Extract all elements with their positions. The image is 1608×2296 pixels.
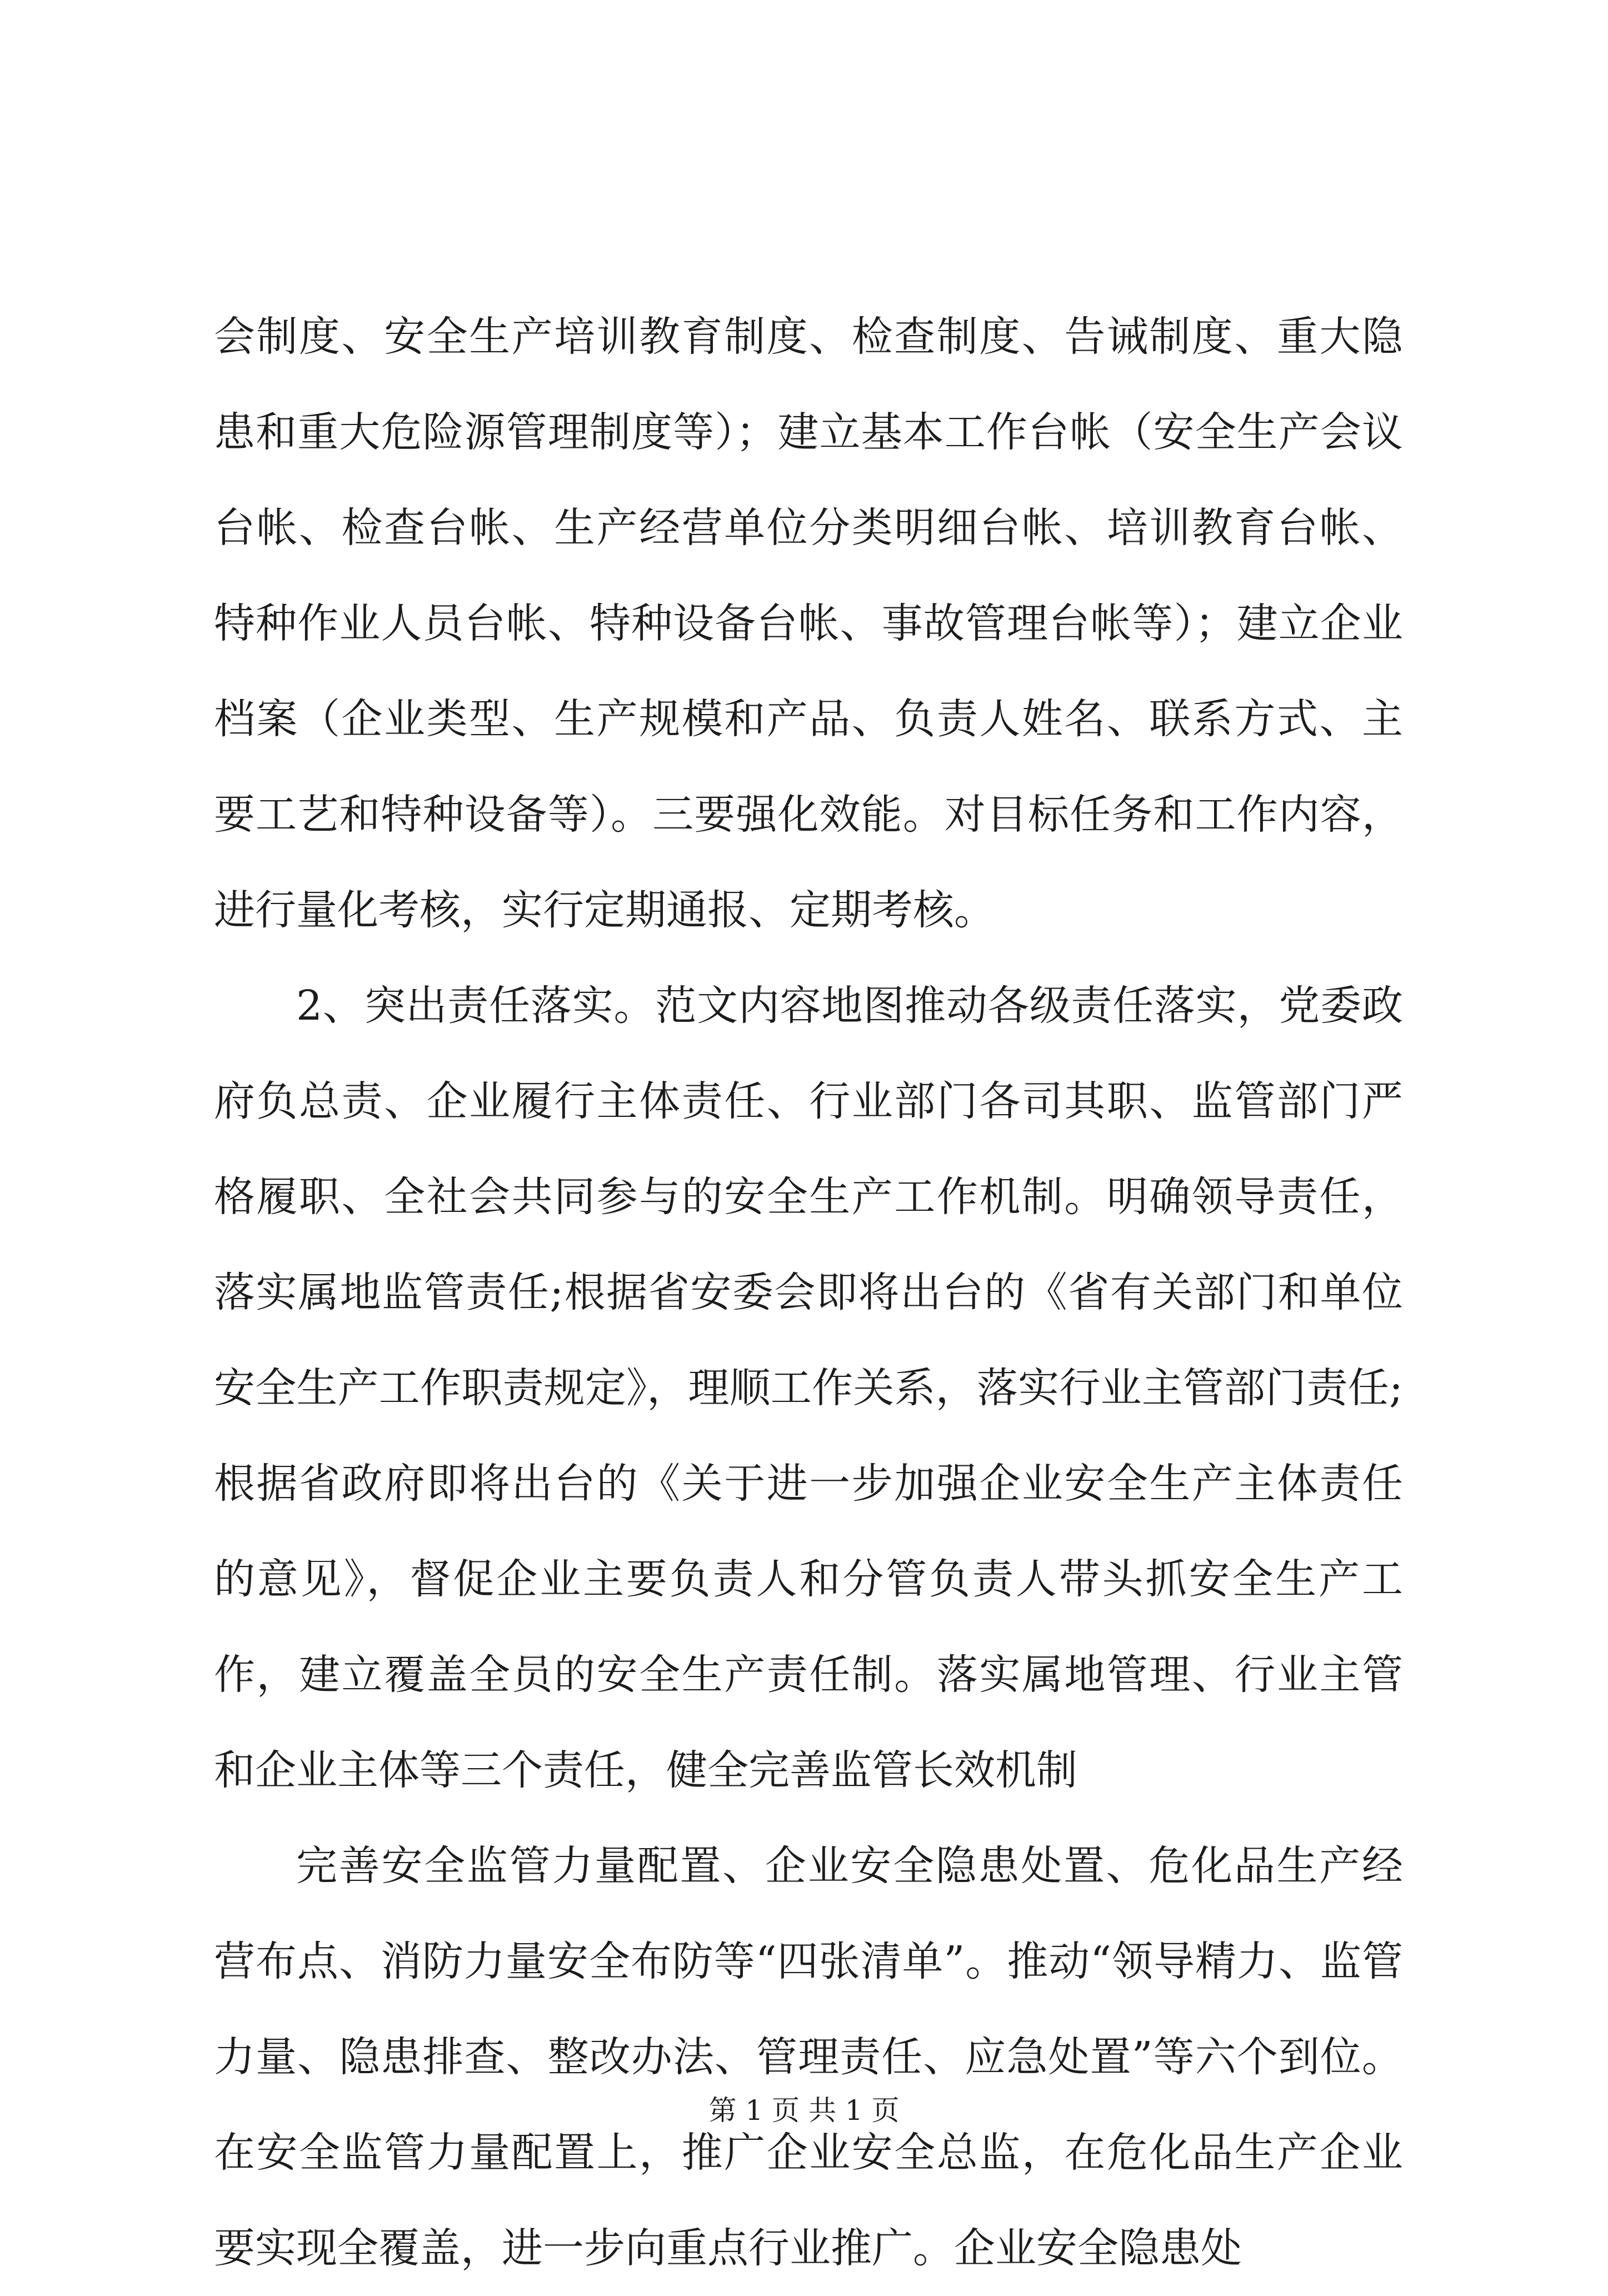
document-body [214, 289, 1403, 2296]
paragraph-2: 2、突出责任落实。范文内容地图推动各级责任落实，党委政府负总责、企业履行主体责任、行业部门各司其职、监管部门严格履职、全社会共同参与的安全生产工作机制。明确领导责任，落实属地监管责任;根据省安委会即将出台的《省有关部门和单位安全生产工作职责规定》，理顺工作关系，落实行业主管部门责任;根据省政府即将出台的《关于进一步加强企业安全生产主体责任的意见》，督促企业主要负责人和分管负责人带头抓安全生产工作，建立覆盖全员的安全生产责任制。落实属地管理、行业主管和企业主体等三个责任，健全完善监管长效机制 [214, 982, 1403, 1794]
paragraph-1: 会制度、安全生产培训教育制度、检查制度、告诫制度、重大隐患和重大危险源管理制度等）；建立基本工作台帐（安全生产会议台帐、检查台帐、生产经营单位分类明细台帐、培训教育台帐、特种作业人员台帐、特种设备台帐、事故管理台帐等）；建立企业档案（企业类型、生产规模和产品、负责人姓名、联系方式、主要工艺和特种设备等）。三要强化效能。对目标任务和工作内容，进行量化考核，实行定期通报、定期考核。 [214, 313, 1403, 934]
paragraph-3: 完善安全监管力量配置、企业安全隐患处置、危化品生产经营布点、消防力量安全布防等“四张清单”。推动“领导精力、监管力量、隐患排查、整改办法、管理责任、应急处置”等六个到位。在安全监管力量配置上，推广企业安全总监，在危化品生产企业要实现全覆盖，进一步向重点行业推广。企业安全隐患处 [214, 1842, 1403, 2272]
page-footer: 第 1 页 共 1 页 [708, 2094, 900, 2127]
